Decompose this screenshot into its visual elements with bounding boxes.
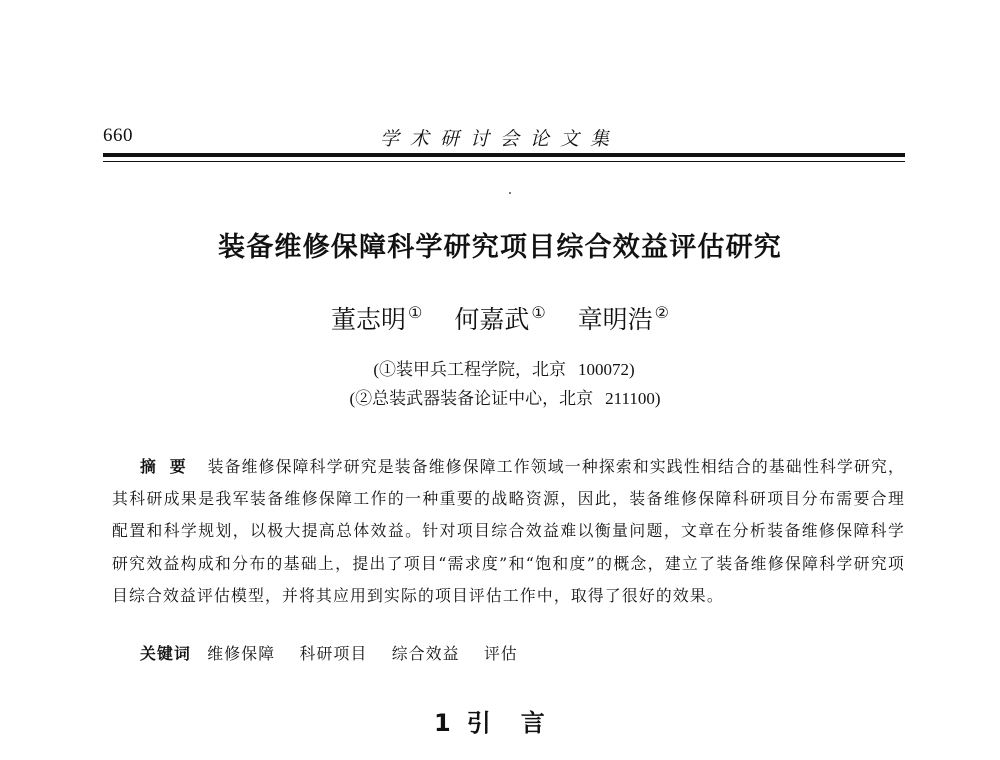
author-3 — [578, 305, 669, 334]
keyword-1: 维修保障 — [207, 644, 276, 663]
section-heading — [434, 703, 575, 738]
keyword-4: 评估 — [483, 644, 518, 663]
running-title: 学术研讨会论文集 — [380, 128, 621, 150]
author-1-mark: ① — [408, 303, 423, 322]
author-1-name: 董志明 — [331, 305, 407, 334]
affiliation-1-text: (①装甲兵工程学院，北京 — [373, 360, 566, 379]
abstract-text: 装备维修保障科学研究是装备维修保障工作领域一种探索和实践性相结合的基础性科学研究，其科研成果是我军装备维修保障工作的一种重要的战略资源，因此，装备维修保障科研项目分布需要合理配置和科学规划，以极大提高总体效益。针对项目综合效益难以衡量问题，文章在分析装备维修保障科学研究效益构成和分布的基础上，提出了项目“需求度”和“饱和度”的概念，建立了装备维修保障科学研究项目综合效益评估模型，并将其应用到实际的项目评估工作中，取得了很好的效果。 — [112, 457, 905, 605]
author-1 — [331, 305, 422, 334]
author-3-name: 章明浩 — [577, 305, 653, 334]
section-title: 引言 — [466, 709, 575, 737]
section-number: 1 — [434, 709, 451, 737]
scan-speck — [509, 192, 511, 194]
header-rule-thin — [103, 161, 905, 162]
affiliation-1 — [0, 355, 1000, 380]
affiliation-1-code: 100072) — [578, 360, 635, 379]
keywords-label: 关键词 — [140, 644, 191, 663]
author-2-mark: ① — [531, 303, 546, 322]
author-2-name: 何嘉武 — [454, 305, 530, 334]
affiliation-2 — [0, 384, 1000, 409]
page-number: 660 — [103, 125, 133, 146]
paper-title: 装备维修保障科学研究项目综合效益评估研究 — [218, 232, 782, 263]
keywords — [140, 641, 900, 664]
author-3-mark: ② — [654, 303, 669, 322]
abstract — [112, 451, 905, 612]
affiliation-2-code: 211100) — [605, 389, 661, 408]
keyword-2: 科研项目 — [299, 644, 368, 663]
keyword-3: 综合效益 — [391, 644, 460, 663]
author-list — [0, 300, 1000, 336]
affiliation-2-text: (②总装武器装备论证中心，北京 — [349, 389, 594, 408]
abstract-label: 摘要 — [140, 457, 200, 476]
header-rule-thick — [103, 153, 905, 157]
author-2 — [454, 305, 545, 334]
